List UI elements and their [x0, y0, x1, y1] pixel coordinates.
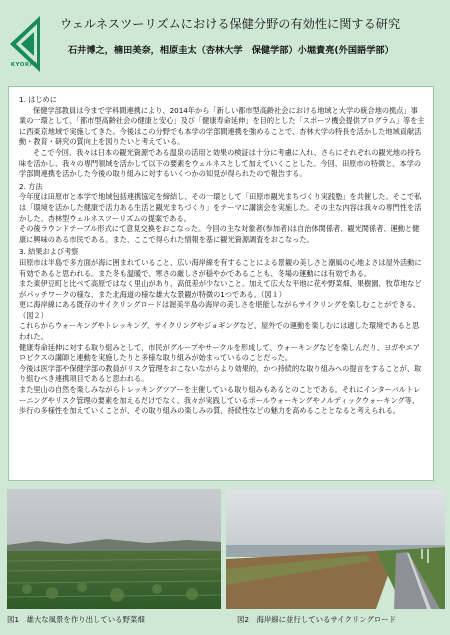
paragraph: 今年度は田原市と本学で地域包括連携協定を締結し、その一環として「田原市観光まちづくり実践塾」を共催した。そこで私は「環境を活かした健康で活力ある生活と観光まちづくり」をテーマに講演会を実施した。その主な内容は我々の専門性を活かした、杏林型ウェルネスツーリズムの提案である。: [19, 192, 422, 223]
page-title: ウェルネスツーリズムにおける保健分野の有効性に関する研究: [60, 17, 401, 31]
logo-text: KYORIN: [10, 62, 38, 68]
paragraph: これらからウォーキングやトレッキング、サイクリングやジョギングなど、屋外での運動を楽しむには適した環境であると思われた。: [19, 321, 420, 342]
paragraph: 保健学部教員は今まで学科間連携により、2014年から「新しい都市型高齢社会における地域と大学の統合地の拠点」事業の一環として、「都市型高齢社会の健康と安心」及び「健康寿命延伸」を目的とした「スポーツ機会提供プログラム」等を主に西東京地域で実施してきた。今後はこの分野でも本学の学部間連携を強めることで、杏林大学の特長を活かした地域貢献活動・教育・研究の質向上を図りたいと考えている。: [19, 105, 425, 147]
figure-2-caption: 図2 海岸線に並行しているサイクリングロード: [237, 615, 397, 624]
paragraph: そこで今回、我々は日本の観光資源である温泉の活用と効果の検証は十分に考慮に入れ、さらにそれぞれの観光地の持ち味を活かし、我々の専門領域を活かして以下の要素をウェルネスとして加えていくことした。今回、田原市の特徴と、本学の学部間連携を活かした今後の取り組みに対するいくつかの知見が得られたので報告する。: [19, 147, 422, 179]
figure-1-caption: 図1 雄大な風景を作り出している野菜畑: [7, 615, 145, 624]
authors: 石井博之，楠田美奈，相原圭太（杏林大学 保健学部）小堀貴亮(外国語学部）: [68, 45, 394, 56]
vegetable-field-photo: [7, 489, 221, 609]
section-method: [19, 182, 425, 246]
section-heading: 3. 結果および考察: [19, 247, 79, 257]
header: [0, 0, 450, 82]
paragraph: その後ラウンドテーブル形式にて意見交換をおこなった。今回の主な対象者(参加者)は自治体関係者、観光関係者、運動と健康に興味のある市民である。また、ここで得られた情報を基に観光資源調査をおこなった。: [19, 224, 420, 244]
paragraph: 今後は医学部や保健学部の教員がリスク管理をおこないながらより効果的、かつ持続的な取り組みへの提言をすることが、取り組むべき連携項目であると思われる。: [19, 363, 422, 384]
section-heading: 1. はじめに: [19, 95, 57, 104]
section-heading: 2. 方法: [19, 181, 43, 191]
cycling-road-photo: [226, 489, 445, 609]
paragraph: また東伊豆町と比べて高原ではなく里山があり、高低差が少ないこと。加えて広大な平地に花や野菜畑、果樹園、牧草地などがパッチワークの様な、また北海道の様な雄大な景観が特徴の1つである。（図１）: [19, 279, 422, 299]
paragraph: 田原市は半島で多方面が海に囲まれていること、広い海岸線を有することによる景観の美しさと潮風の心地よさは屋外活動に有効であると思われる。また冬も温暖で、寒さの厳しさが穏やかであることも、冬場の運動には有効である。: [19, 257, 422, 278]
section-intro: [19, 95, 425, 180]
paragraph: 健康寿命延伸に対する取り組みとして、市民がグループやサークルを形成して、ウォーキングなどを楽しんだり、ヨガやエアロビクスの講師と連動を実施したりと多様な取り組みが始まっているのことだった。: [19, 342, 420, 363]
paragraph: 更に海岸線にある既存のサイクリングロードは渥美半島の海岸の美しさを堪能しながらサイクリングを楽しむことができる。（図２）: [19, 300, 420, 320]
paragraph: また里山の自然を楽しみながらトレッキングツアーを主催している取り組みもあるとのことである。それにインターバルトレーニングやリスク管理の要素を加えるだけでなく、我々が実践しているポールウォーキングやノルディックウォーキング等、歩行の多様性を加えていくことが、その取り組みの楽しみの質、持続性などの魅力を高めることとなると考えられる。: [19, 385, 421, 416]
content-panel: [8, 86, 434, 481]
section-results: [19, 247, 425, 417]
